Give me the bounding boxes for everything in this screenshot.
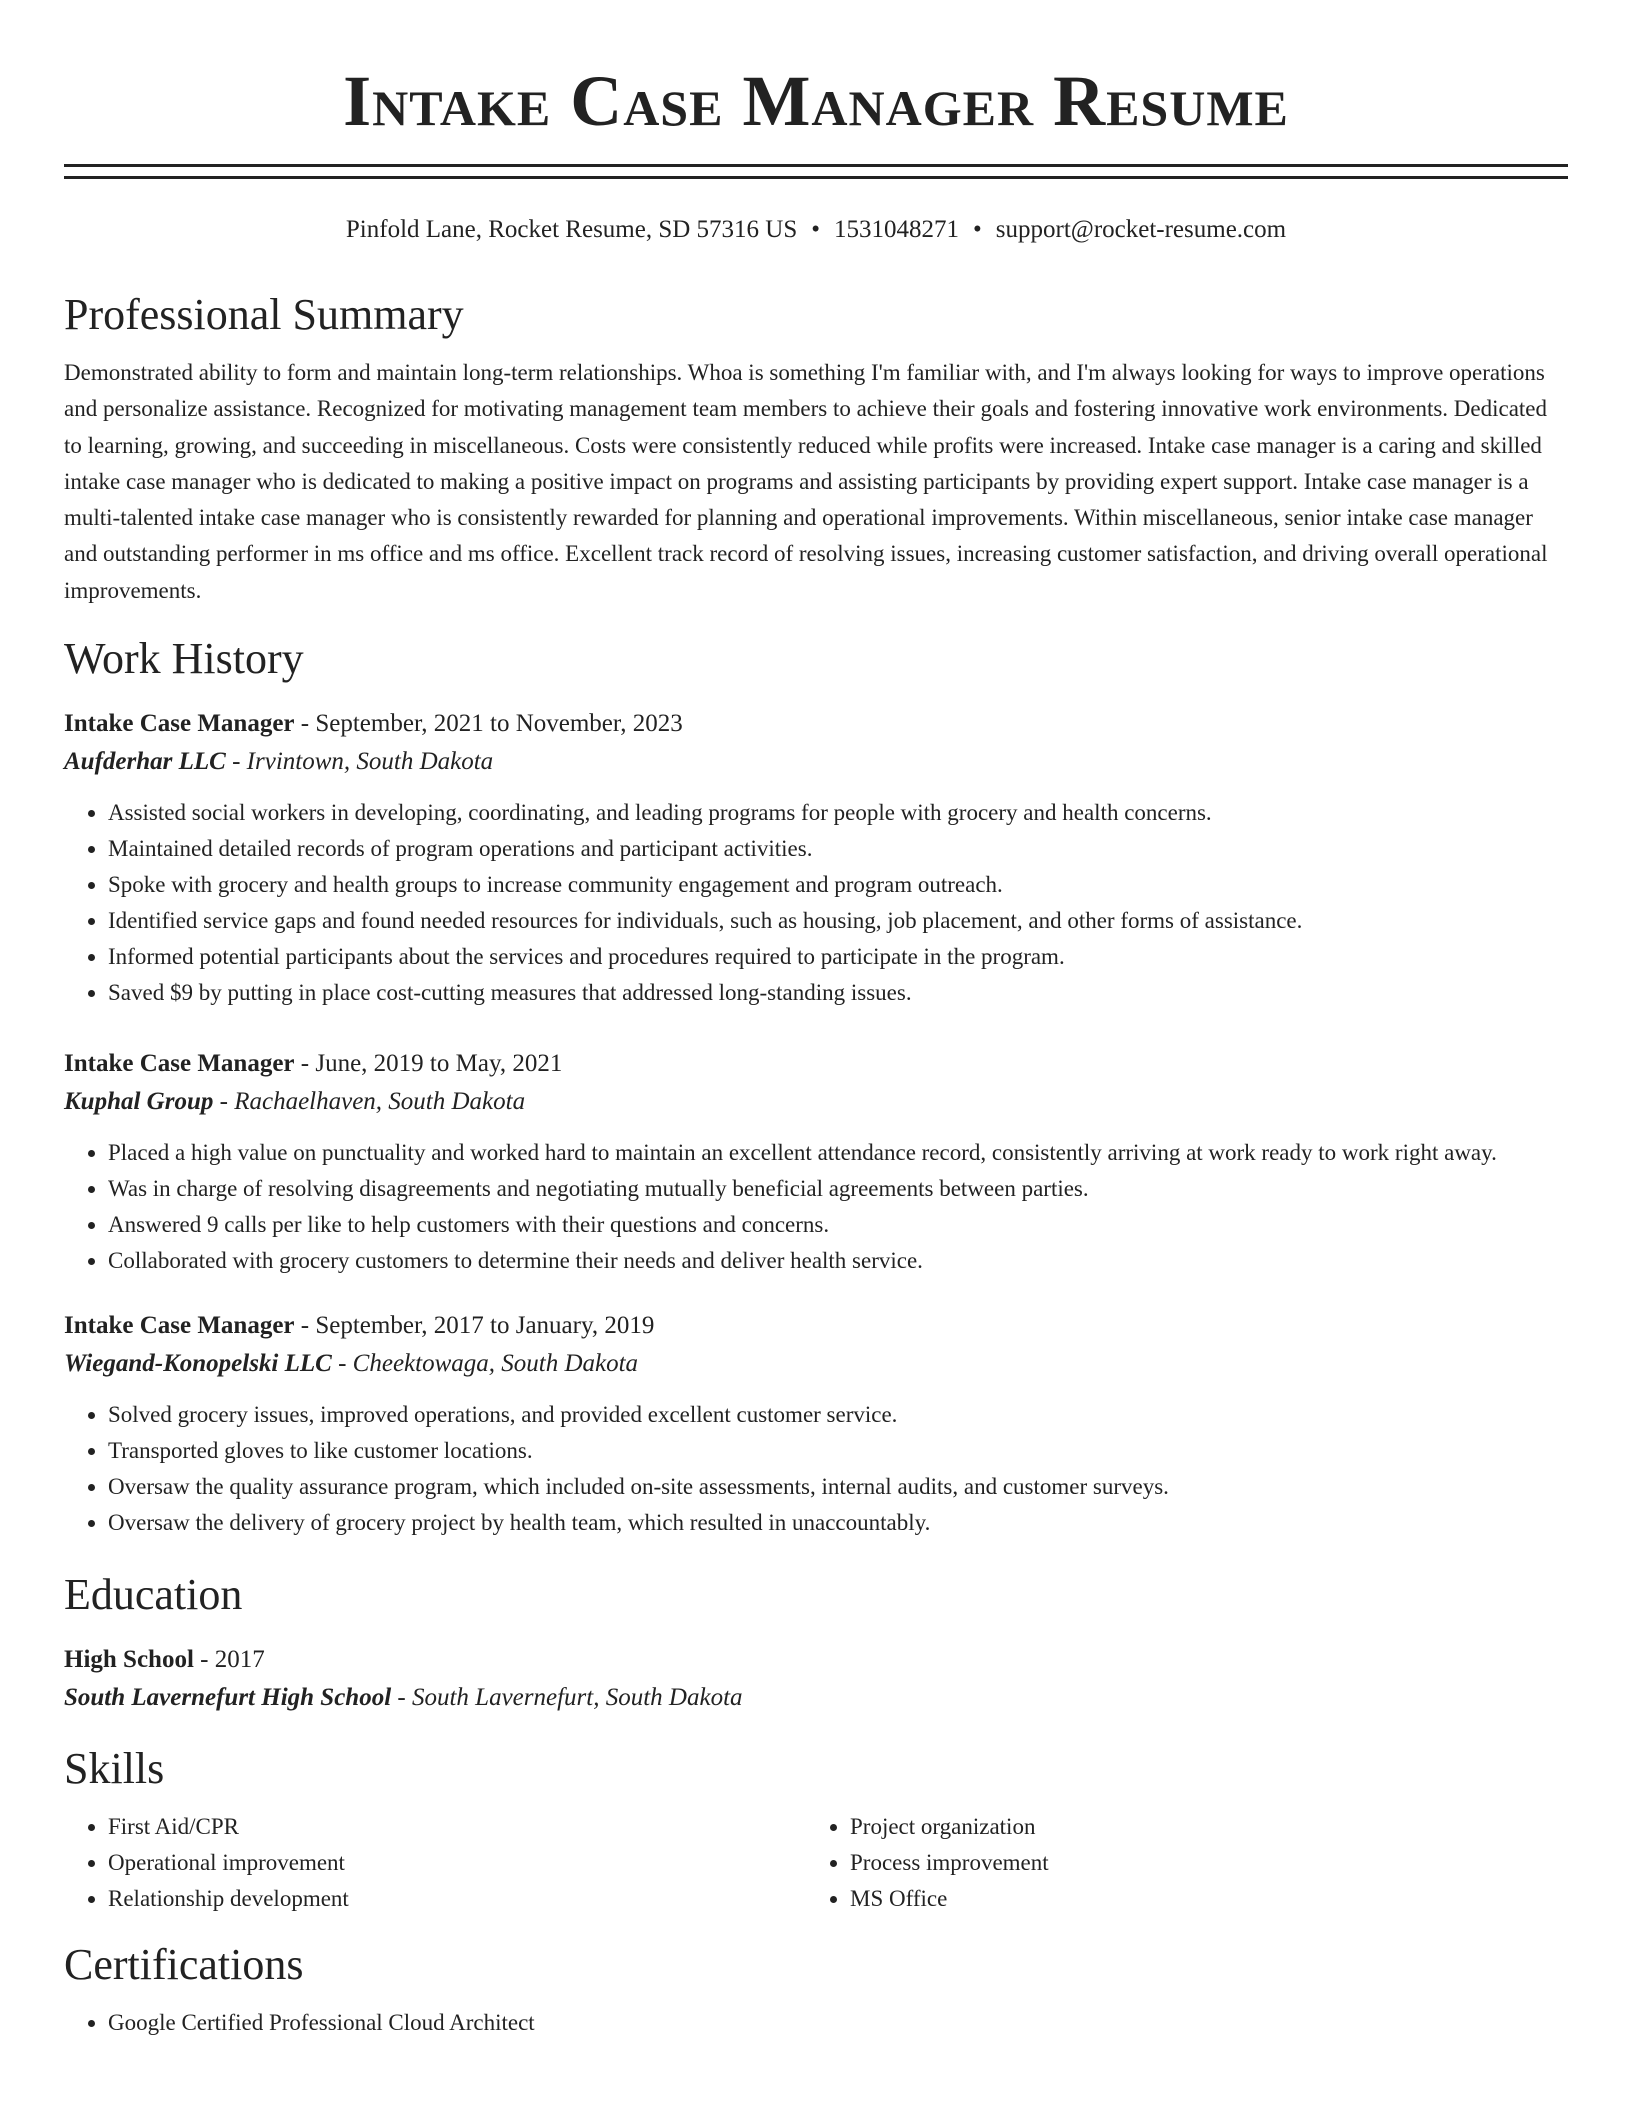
job-bullets xyxy=(64,1135,1568,1279)
contact-separator: • xyxy=(973,216,982,243)
job-entry xyxy=(64,1307,1568,1541)
job-bullet: • Assisted social workers in developing, coordinating, and leading programs for people with grocery and health concerns. xyxy=(108,795,1568,831)
education-school-line xyxy=(64,1679,1568,1717)
skill-item: • Operational improvement xyxy=(108,1845,806,1881)
job-title-line xyxy=(64,1045,1568,1083)
job-bullet: • Placed a high value on punctuality and worked hard to maintain an excellent attendance record, consistently arriving at work ready to work right away. xyxy=(108,1135,1568,1171)
education-location: - South Lavernefurt, South Dakota xyxy=(391,1684,743,1712)
education-year: - 2017 xyxy=(193,1646,265,1674)
job-entry xyxy=(64,705,1568,1011)
title-double-rule xyxy=(64,164,1568,179)
job-company: Kuphal Group xyxy=(64,1088,214,1116)
job-title-line xyxy=(64,705,1568,743)
job-title: Intake Case Manager xyxy=(64,710,295,738)
job-dates: - June, 2019 to May, 2021 xyxy=(294,1050,563,1078)
skills-column-left xyxy=(64,1809,806,1917)
job-title: Intake Case Manager xyxy=(64,1050,295,1078)
job-location: - Cheektowaga, South Dakota xyxy=(331,1350,639,1378)
job-bullet: • Maintained detailed records of program operations and participant activities. xyxy=(108,831,1568,867)
skills-column-right xyxy=(806,1809,1548,1917)
job-company-line xyxy=(64,743,1568,781)
contact-email: support@rocket-resume.com xyxy=(995,216,1287,243)
skill-item: • MS Office xyxy=(850,1881,1548,1917)
job-dates: - September, 2021 to November, 2023 xyxy=(294,710,683,738)
job-bullet: • Collaborated with grocery customers to determine their needs and deliver health service. xyxy=(108,1243,1568,1279)
summary-heading: Professional Summary xyxy=(64,290,464,339)
job-bullet: • Spoke with grocery and health groups to increase community engagement and program outreach. xyxy=(108,867,1568,903)
resume-title: Intake Case Manager Resume xyxy=(343,61,1289,141)
job-location: - Irvintown, South Dakota xyxy=(225,748,494,776)
job-bullet: • Was in charge of resolving disagreements and negotiating mutually beneficial agreements between parties. xyxy=(108,1171,1568,1207)
job-company: Aufderhar LLC xyxy=(64,748,226,776)
job-company-line xyxy=(64,1345,1568,1383)
job-bullet: • Informed potential participants about the services and procedures required to participate in the program. xyxy=(108,939,1568,975)
job-bullet: • Solved grocery issues, improved operations, and provided excellent customer service. xyxy=(108,1397,1568,1433)
contact-separator: • xyxy=(811,216,821,243)
certifications-list xyxy=(64,2005,1568,2041)
job-bullet: • Saved $9 by putting in place cost-cutting measures that addressed long-standing issues. xyxy=(108,975,1568,1011)
contact-phone: 1531048271 xyxy=(834,216,960,243)
contact-address: Pinfold Lane, Rocket Resume, SD 57316 US xyxy=(345,216,798,243)
job-bullet: • Oversaw the delivery of grocery project by health team, which resulted in unaccountably. xyxy=(108,1505,1568,1541)
skill-item: • Relationship development xyxy=(108,1881,806,1917)
job-bullet: • Answered 9 calls per like to help customers with their questions and concerns. xyxy=(108,1207,1568,1243)
skill-item: • Project organization xyxy=(850,1809,1548,1845)
skill-item: • First Aid/CPR xyxy=(108,1809,806,1845)
job-dates: - September, 2017 to January, 2019 xyxy=(294,1312,655,1340)
education-degree-line xyxy=(64,1641,1568,1679)
certifications-heading: Certifications xyxy=(64,1940,304,1990)
skills-heading: Skills xyxy=(64,1744,165,1794)
education-degree: High School xyxy=(64,1646,194,1674)
job-title: Intake Case Manager xyxy=(64,1312,295,1340)
job-company-line xyxy=(64,1083,1568,1121)
job-bullets xyxy=(64,1397,1568,1541)
job-bullet: • Oversaw the quality assurance program, which included on-site assessments, internal audits, and customer surveys. xyxy=(108,1469,1568,1505)
job-title-line xyxy=(64,1307,1568,1345)
job-bullets xyxy=(64,795,1568,1011)
job-bullet: • Transported gloves to like customer locations. xyxy=(108,1433,1568,1469)
skills-list xyxy=(64,1809,1568,1917)
contact-line xyxy=(64,215,1568,245)
education-heading: Education xyxy=(64,1570,243,1620)
job-location: - Rachaelhaven, South Dakota xyxy=(213,1088,526,1116)
job-entry xyxy=(64,1045,1568,1279)
education-entry xyxy=(64,1641,1568,1717)
job-bullet: • Identified service gaps and found needed resources for individuals, such as housing, job placement, and other forms of assistance. xyxy=(108,903,1568,939)
job-company: Wiegand-Konopelski LLC xyxy=(64,1350,332,1378)
certification-item: • Google Certified Professional Cloud Architect xyxy=(108,2005,1568,2041)
summary-text: Demonstrated ability to form and maintain long-term relationships. Whoa is something I'm familiar with, and I'm always looking for ways to improve operations and personalize assistance. Recognized for motivating management team members to achieve their goals and fostering innovative work environments. Dedicated to learning, growing, and succeeding in miscellaneous. Costs were consistently reduced while profits were increased. Intake case manager is a caring and skilled intake case manager who is dedicated to making a positive impact on programs and assisting participants by providing expert support. Intake case manager is a multi-talented intake case manager who is consistently rewarded for planning and operational improvements. Within miscellaneous, senior intake case manager and outstanding performer in ms office and ms office. Excellent track record of resolving issues, increasing customer satisfaction, and driving overall operational improvements. xyxy=(64,360,1548,603)
work-history-heading: Work History xyxy=(64,634,304,684)
education-school: South Lavernefurt High School xyxy=(64,1684,392,1712)
skill-item: • Process improvement xyxy=(850,1845,1548,1881)
